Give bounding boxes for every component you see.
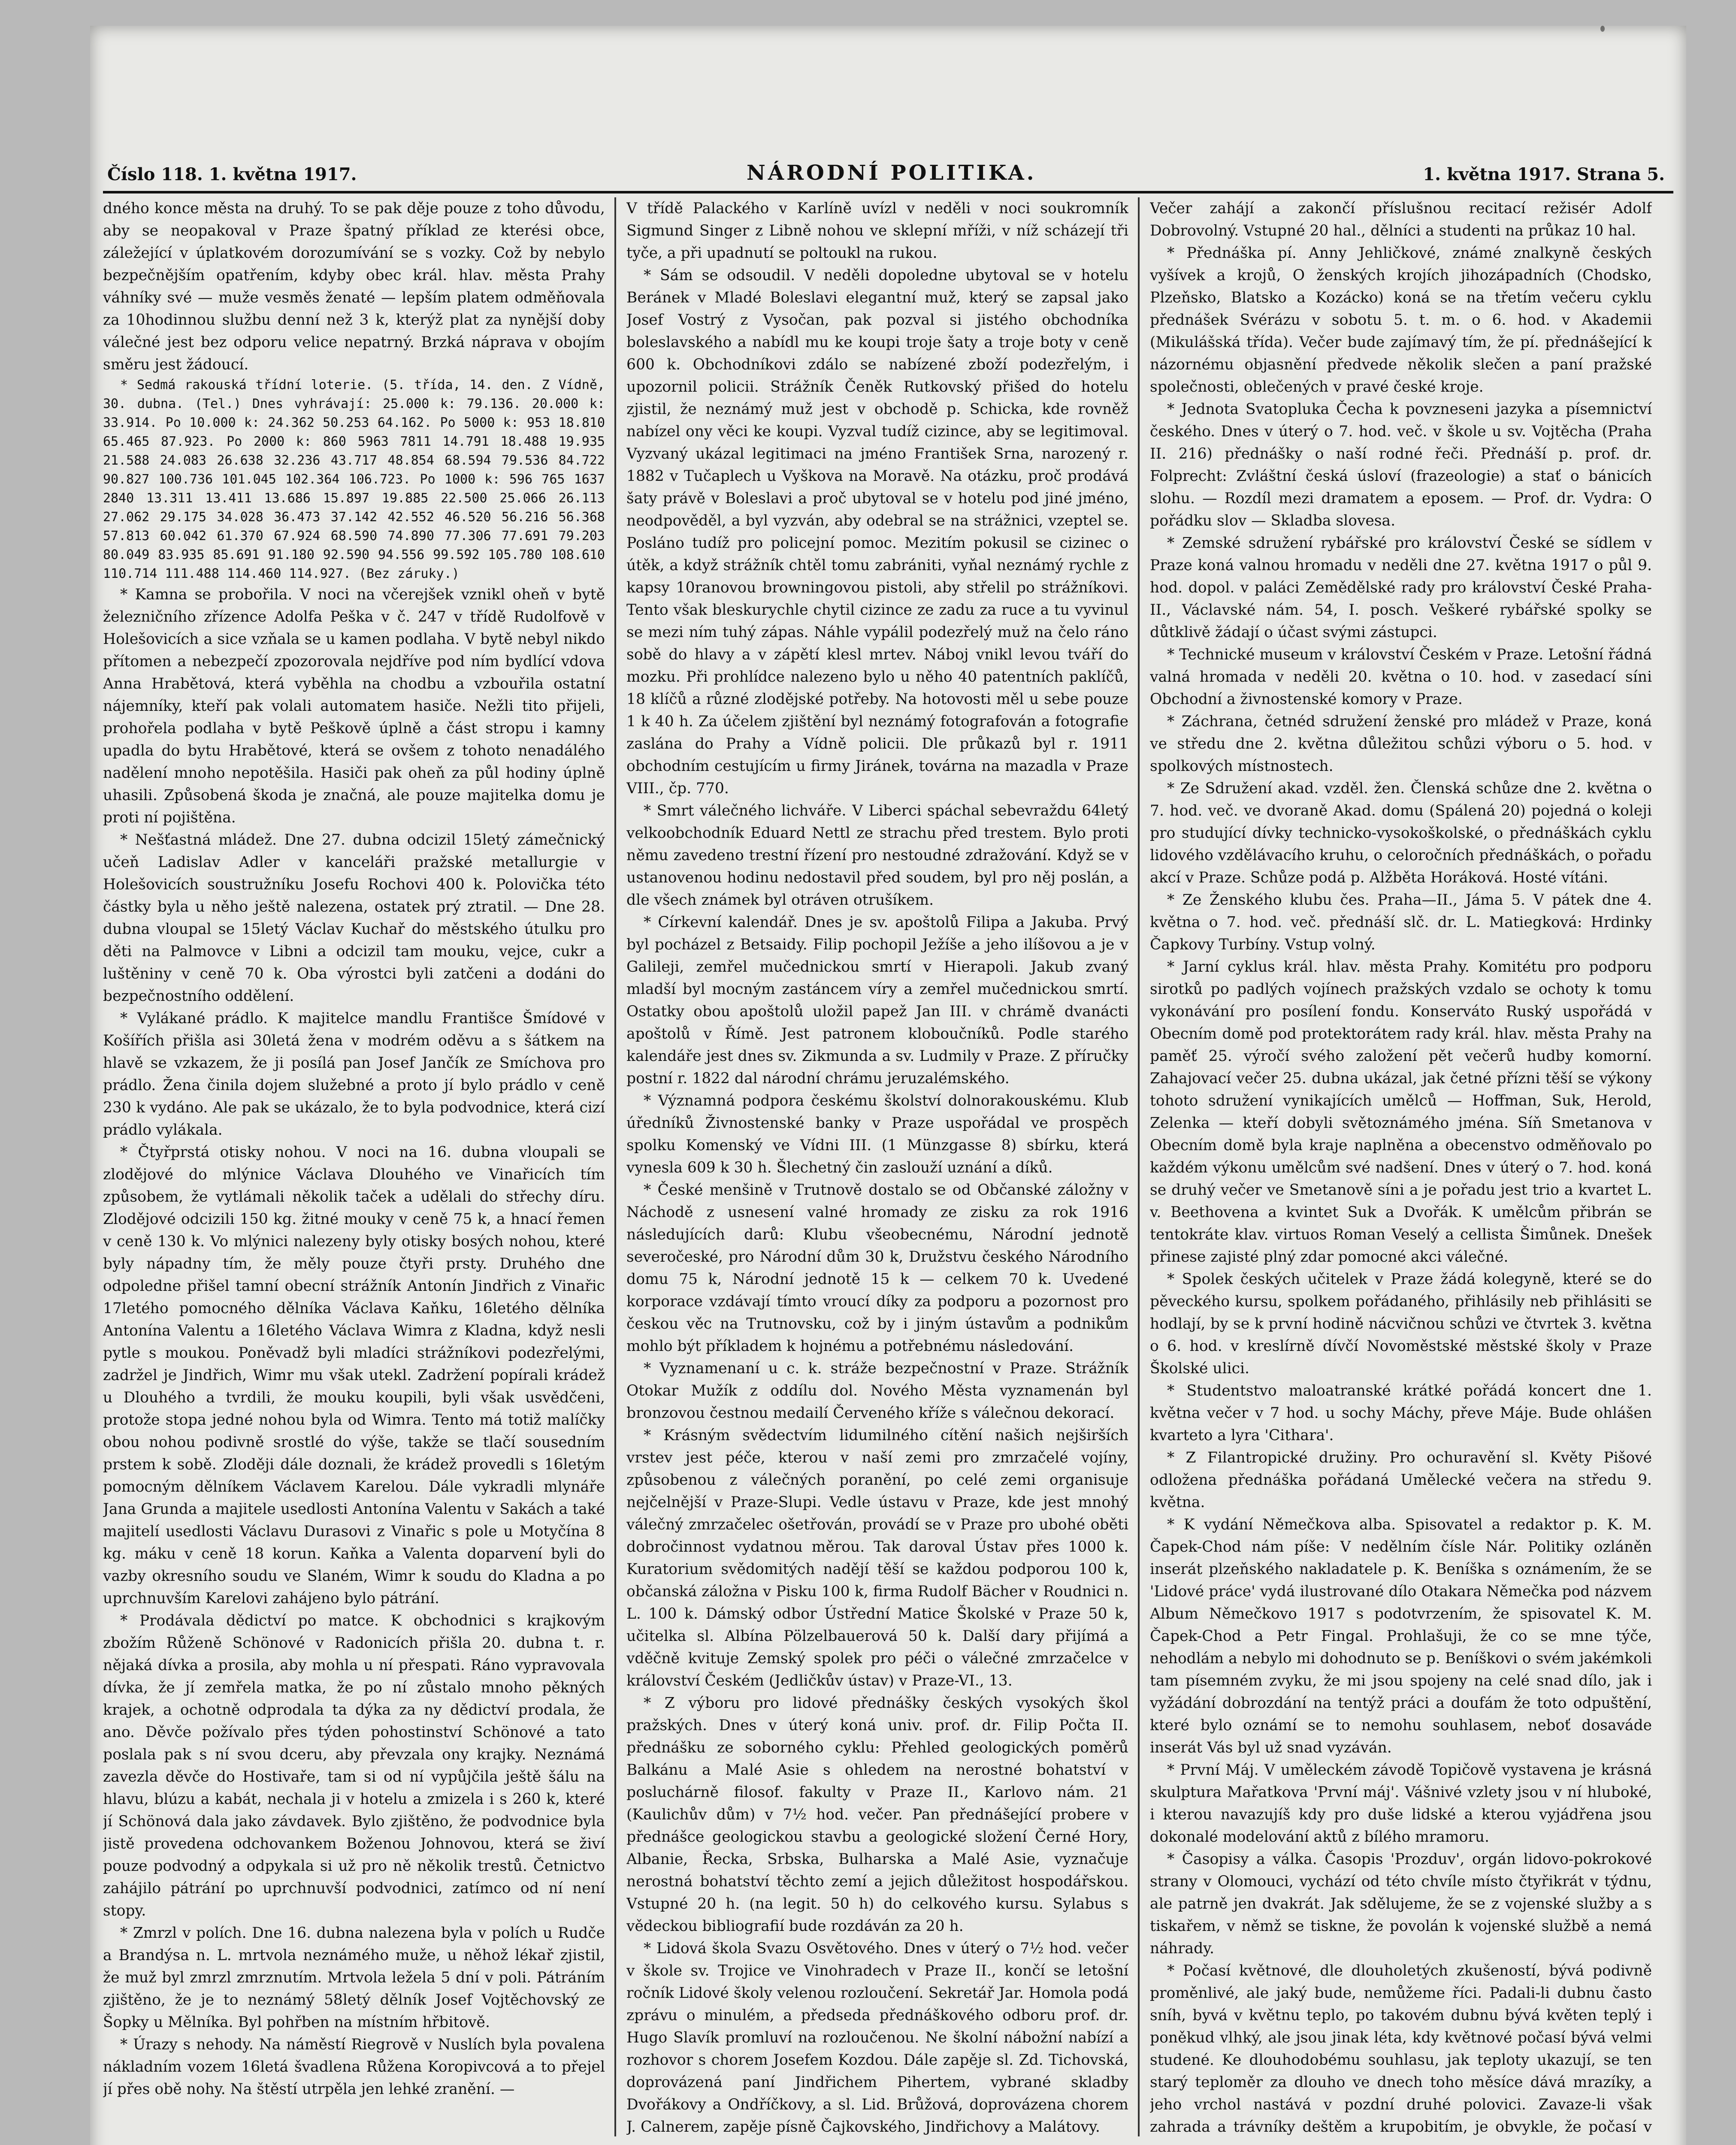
- masthead: [90, 161, 1686, 191]
- article-paragraph: * Zmrzl v polích. Dne 16. dubna nalezena byla v polích u Rudče a Brandýsa n. L. mrtvola neznámého muže, u něhož lékař zjistil, že muž byl zmrzl zmrznutím. Mrtvola ležela 5 dní v poli. Pátráním zjištěno, že je to neznámý 58letý dělník Josef Vojtěchovský ze Šopky u Mělníka. Byl pohřben na místním hřbitově.: [103, 1924, 605, 2031]
- article-paragraph: dného konce města na druhý. To se pak děje pouze z toho důvodu, aby se neopakoval v Praze špatný příklad ze kterési obce, záležející v úplatkovém dorozumívání se s vozky. Což by nebylo bezpečnějším opatřením, kdyby obec král. hlav. města Prahy váhníky své — muže vesměs ženaté — lepším platem odměňovala za 10hodinnou službu denní než 3 k, kterýž plat za nynější doby válečné jest bez odporu velice nepatrný. Brzká náprava v obojím směru jest žádoucí.: [103, 200, 605, 373]
- article-paragraph: V třídě Palackého v Karlíně uvízl v neděli v noci soukromník Sigmund Singer z Libně nohou ve sklepní mříži, v níž scházejí tři tyče, a při upadnutí se poltoukl na rukou.: [626, 200, 1128, 262]
- article-paragraph: * Vyznamenaní u c. k. stráže bezpečnostní v Praze. Strážník Otokar Mužík z oddílu dol. Nového Města vyznamenán byl bronzovou čestnou medailí Červeného kříže s válečnou dekorací.: [626, 1360, 1128, 1422]
- issue-date: Číslo 118. 1. května 1917.: [107, 164, 357, 184]
- article-paragraph: * Jarní cyklus král. hlav. města Prahy. Komitétu pro podporu sirotků po padlých vojínech pražských vzdalo se ochoty k tomu vykonávání pro posílení fondu. Konserváto Ruský uspořádá v Obecním domě pod protektorátem rady král. hlav. města Prahy na paměť 25. výročí svého založení pět večerů hudby komorní. Zahajovací večer 25. dubna ukázal, jak četné přízni těší se výkony tohoto sdružení vynikajících umělců — Hoffman, Suk, Herold, Zelenka — kteří dobyli světoznámého jména. Síň Smetanova v Obecním domě byla kraje naplněna a obecenstvo odměňovalo po každém výkonu umělcům své nadšení. Dnes v úterý o 7. hod. koná se druhý večer ve Smetanově síni a je pořadu jest trio a kvartet L. v. Beethovena a kvintet Suk a Dvořák. K umělcům přibrán se tentokráte klav. virtuos Roman Veselý a cellista Šimůnek. Dnešek přinese zajisté plný zdar pomocné akci válečné.: [1150, 958, 1652, 1266]
- column-1: [103, 197, 605, 2136]
- article-paragraph: * Spolek českých učitelek v Praze žádá kolegyně, které se do pěveckého kursu, spolkem pořádaného, přihlásily neb přihlásiti se hodlají, by se k první hodině nácvičnou schůzi ve čtvrtek 3. května o 6. hod. v kreslírně dívčí Novoměstské městské školy v Praze Školské ulici.: [1150, 1271, 1652, 1377]
- article-paragraph: * Jednota Svatopluka Čecha k povzneseni jazyka a písemnictví českého. Dnes v úterý o 7. hod. več. v škole u sv. Vojtěcha (Praha II. 216) přednášky o naší rodné řeči. Přednáší p. prof. dr. Folprecht: Zvláštní česká úsloví (frazeologie) a stať o bánicích slohu. — Rozdíl mezi dramatem a eposem. — Prof. dr. Vydra: O pořádku slov — Skladba slovesa.: [1150, 401, 1652, 529]
- article-paragraph: * Sedmá rakouská třídní loterie. (5. třída, 14. den. Z Vídně, 30. dubna. (Tel.) Dnes vyhrávají: 25.000 k: 79.136. 20.000 k: 33.914. Po 10.000 k: 24.362 50.253 64.162. Po 5000 k: 953 18.810 65.465 87.923. Po 2000 k: 860 5963 7811 14.791 18.488 19.935 21.588 24.083 26.638 32.236 43.717 48.854 68.594 79.536 84.722 90.827 100.736 101.045 102.364 106.723. Po 1000 k: 596 765 1637 2840 13.311 13.411 13.686 15.897 19.885 22.500 25.066 26.113 27.062 29.175 34.028 36.473 37.142 42.552 46.520 56.216 56.368 57.813 60.042 61.370 67.924 68.590 74.890 77.306 77.691 79.203 80.049 83.935 85.691 91.180 92.590 94.556 99.592 105.780 108.610 110.714 111.488 114.460 114.927. (Bez záruky.): [103, 378, 605, 581]
- article-paragraph: * Ze Ženského klubu čes. Praha—II., Jáma 5. V pátek dne 4. května o 7. hod. več. přednáší slč. dr. L. Matiegková: Hrdinky Čapkovy Turbíny. Vstup volný.: [1150, 891, 1652, 953]
- newspaper-page: [90, 26, 1686, 2145]
- article-paragraph: * Počasí květnové, dle dlouholetých zkušeností, bývá podivně proměnlivé, ale jaký bude, nemůžeme říci. Padali-li dubnu často sníh, byvá v květnu teplo, po takovém dubnu bývá květen teplý i poněkud vlhký, ale jsou jinak léta, kdy květnové počasí bývá velmi studené. Ke dlouhodobému souhlasu, jak teploty ukazují, se ten starý teploměr za dlouho ve dnech toho měsíce dává mrazíky, a jeho vrchol nastává v pozdní druhé polovici. Zavaze-li však zahrada a trávníky deštěm a krupobitím, je obvykle, že počasí v: [1150, 1962, 1652, 2136]
- article-paragraph: * Významná podpora českému školství dolnorakouskému. Klub úředníků Živnostenské banky v Praze uspořádal ve prospěch spolku Komenský ve Vídni III. (1 Münzgasse 8) sbírku, která vynesla 609 k 30 h. Šlechetný čin zaslouží uznání a díků.: [626, 1092, 1128, 1176]
- header-rule: [103, 191, 1673, 193]
- article-paragraph: * Čtyřprstá otisky nohou. V noci na 16. dubna vloupali se zlodějové do mlýnice Václava Dlouhého ve Vinařicích tím způsobem, že vytlámali několik taček a udělali do střechy díru. Zlodějové odcizili 150 kg. žitné mouky v ceně 75 k, a hnací řemen v ceně 130 k. Vo mlýnici nalezeny byly otisky bosých nohou, které byly nápadny tím, že měly pouze čtyři prsty. Druhého dne odpoledne přišel tamní obecní strážník Antonín Jindřich z Vinařic 17letého pomocného dělníka Václava Kaňku, 16letého dělníka Antonína Valentu a 16letého Václava Wimra z Kladna, když nesli pytle s moukou. Poněvadž byli mladíci strážníkovi podezřelými, zadržel je Jindřich, Wimr mu však utekl. Zadržení popírali krádež u Dlouhého a tvrdili, že mouku koupili, byli však usvědčeni, protože stopa jedné nohou byla od Wimra. Tento má totiž malíčky obou nohou podivně srostlé do výše, takže se tlačí sousedním prstem k sobě. Zloději dále doznali, že krádež provedli s 16letým pomocným dělníkem Václavem Karelou. Dále vykradli mlynáře Jana Grunda a majitele usedlosti Antonína Valentu v Sakách a také majitelí usedlosti Václavu Durasovi z Vinařic s pole u Motyčína 8 kg. máku v ceně 18 korun. Kaňka a Valenta doparvení byli do vazby okresního soudu ve Slaném, Wimr k soudu do Kladna a po uprchnuvším Karelovi zahájeno bylo pátrání.: [103, 1144, 605, 1607]
- print-speck: [1600, 26, 1605, 32]
- article-paragraph: * První Máj. V uměleckém závodě Topičově vystavena je krásná skulptura Mařatkova 'První máj'. Vášnivé vzlety jsou v ní hluboké, i kterou navazujíš kdy pro duše lidské a kterou vyjádřena jsou dokonalé modelování aktů z bílého mramoru.: [1150, 1761, 1652, 1846]
- article-paragraph: * Časopisy a válka. Časopis 'Prozduv', orgán lidovo-pokrokové strany v Olomouci, vychází od této chvíle místo čtyřikrát v týdnu, ale patrně jen dvakrát. Jak sdělujeme, že se z vojenské služby a s tiskařem, v němž se tiskne, že povolán k vojenské službě a nemá náhrady.: [1150, 1851, 1652, 1957]
- page-number: 1. května 1917. Strana 5.: [1423, 164, 1665, 184]
- article-paragraph: * Smrt válečného lichváře. V Liberci spáchal sebevraždu 64letý velkoobchodník Eduard Nettl ze strachu před trestem. Bylo proti němu zavedeno trestní řízení pro nestoudné zdražování. Když se v ustanovenou hodinu nedostavil před soudem, byl pro něj poslán, a dle všech známek byl otráven otrušíkem.: [626, 802, 1128, 909]
- column-divider: [1138, 197, 1140, 2136]
- article-paragraph: * Lidová škola Svazu Osvětového. Dnes v úterý o 7½ hod. večer v škole sv. Trojice ve Vinohradech v Praze II., končí se letošní ročník Lidové školy velenou rozloučení. Sekretář Jar. Homola podá zprávu o minulém, a předseda přednáškového odboru prof. dr. Hugo Slavík promluví na rozloučenou. Ne školní nábožní nabízí a rozhovor s chorem Josefem Kozdou. Dále zapěje sl. Zd. Tichovská, doprovázená paní Jindřichem Pihertem, vybrané skladby Dvořákovy a Ondříčkovy, a sl. Lid. Brůžová, doprovázena chorem J. Calnerem, zapěje písně Čajkovského, Jindřichovy a Malátovy.: [626, 1940, 1128, 2136]
- article-paragraph: * Záchrana, četnéd sdružení ženské pro mládež v Praze, koná ve středu dne 2. května důležitou schůzi výboru o 5. hod. v spolkových místnostech.: [1150, 713, 1652, 775]
- article-paragraph: * Úrazy s nehody. Na náměstí Riegrově v Nuslích byla povalena nákladním vozem 16letá švadlena Růžena Koropivcová a to přejel jí přes obě nohy. Na štěstí utrpěla jen lehké zranění. —: [103, 2036, 605, 2098]
- article-paragraph: * Sám se odsoudil. V neděli dopoledne ubytoval se v hotelu Beránek v Mladé Boleslavi elegantní muž, který se zapsal jako Josef Vostrý z Vysočan, pak pozval si jistého obchodníka boleslavského a nabídl mu ke koupi troje šaty a troje boty v ceně 600 k. Obchodníkovi zdálo se nabízené zboží podezřelým, i upozornil policii. Strážník Čeněk Rutkovský přišed do hotelu zjistil, že neznámý muž jest v obchodě p. Schicka, kde rovněž nabízel ony věci ke koupi. Vyzval tudíž cizince, aby se legitimoval. Vyzvaný ukázal legitimaci na jméno František Srna, narozený r. 1882 v Tučaplech u Vyškova na Moravě. Na otázku, proč prodává šaty právě v Boleslavi a proč ubytoval se v hotelu pod jiné jméno, neodpověděl, a byl vyzván, aby odebral se na strážnici, vzeptel se. Posláno tudíž pro policejní pomoc. Mezitím pokusil se cizinec o útěk, a když strážník chtěl tomu zabrániti, vyňal neznámý rychle z kapsy 10ranovou browningovou pistoli, aby střelil po strážníkovi. Tento však bleskurychle chytil cizince ze zadu za ruce a tu vyvinul se mezi ním tuhý zápas. Náhle vypálil podezřelý muž na čelo ráno sobě do hlavy a v zápětí klesl mrtev. Náboj vnikl levou tváří do mozku. Při prohlídce nalezeno bylo u něho 40 patentních paklíčů, 18 klíčů a různé zlodějské potřeby. Na hotovosti měl u sebe pouze 1 k 40 h. Za účelem zjištění byl neznámý fotografován a fotografie zaslána do Prahy a Vídně policii. Dle průkazů byl r. 1911 obchodním cestujícím u firmy Jiránek, továrna na mazadla v Praze VIII., čp. 770.: [626, 267, 1128, 797]
- article-paragraph: * Prodávala dědictví po matce. K obchodnici s krajkovým zbožím Růženě Schönové v Radonicích přišla 20. dubna t. r. nějaká dívka a prosila, aby mohla u ní přespati. Ráno vypravovala dívka, že jí zemřela matka, že po ní zůstalo mnoho pěkných krajek, a ochotně odprodala ta dýka za ny dědictví prodala, že ano. Děvče požívalo přes týden pohostinství Schönové a tato poslala pak s ní svou dceru, aby převzala ony krajky. Neznámá zavezla děvče do Hostivaře, tam si od ní vypůjčila ještě šálu na hlavu, blúzu a kabát, nechala ji v hotelu a zmizela i s 260 k, které jí Schönová dala jako závdavek. Bylo zjištěno, že podvodnice byla jistě provedena odchovankem Boženou Johnovou, která se živí pouze podvodný a odpykala si už pro ně několik trestů. Četnictvo zahájilo pátrání po uprchnuvší podvodnici, zatímco od ní není stopy.: [103, 1612, 605, 1919]
- column-2: [626, 197, 1128, 2136]
- article-paragraph: * Z výboru pro lidové přednášky českých vysokých škol pražských. Dnes v úterý koná univ. prof. dr. Filip Počta II. přednášku ze soborného cyklu: Přehled geologických poměrů Balkánu a Malé Asie s ohledem na nerostné bohatství v posluchárně filosof. fakulty v Praze II., Karlovo nám. 21 (Kaulichův dům) v 7½ hod. večer. Pan přednášející probere v přednášce geologickou stavbu a geologické složení Černé Hory, Albanie, Řecka, Srbska, Bulharska a Malé Asie, vyznačuje nerostná bohatství těchto zemí a jejich důležitost hospodářskou. Vstupné 20 h. (na legit. 50 h) do celkového kursu. Sylabus s vědeckou bibliografií bude rozdáván za 20 h.: [626, 1695, 1128, 1935]
- article-paragraph: Večer zahájí a zakončí příslušnou recitací režisér Adolf Dobrovolný. Vstupné 20 hal., dělníci a studenti na průkaz 10 hal.: [1150, 200, 1652, 239]
- column-3: [1150, 197, 1652, 2136]
- article-paragraph: * Zemské sdružení rybářské pro království České se sídlem v Praze koná valnou hromadu v neděli dne 27. května 1917 o půl 9. hod. dopol. v paláci Zemědělské rady pro království České Praha-II., Václavské nám. 54, I. posch. Veškeré rybářské spolky se důtklivě žádají o účast svými zástupci.: [1150, 535, 1652, 641]
- article-paragraph: * Ze Sdružení akad. vzděl. žen. Členská schůze dne 2. května o 7. hod. več. ve dvoraně Akad. domu (Spálená 20) pojedná o koleji pro studující dívky technicko-vysokoškolské, o přednáškách cyklu lidového vzdělávacího kruhu, o celoročních přednáškách, o pořadu akcí v Praze. Schůze podá p. Alžběta Horáková. Hosté vítáni.: [1150, 780, 1652, 886]
- article-paragraph: * České menšině v Trutnově dostalo se od Občanské záložny v Náchodě z usnesení valné hromady ze zisku za rok 1916 následujících darů: Klubu všeobecnému, Národní jednotě severočeské, pro Národní dům 30 k, Družstvu českého Národního domu 75 k, Národní jednotě 15 k — celkem 70 k. Uvedené korporace vzdávají tímto vroucí díky za podporu a pozornost pro českou věc na Trutnovsku, což by i jiným ústavům a podnikům mohlo být příkladem k hojnému a potřebnému následování.: [626, 1181, 1128, 1355]
- article-paragraph: * Nešťastná mládež. Dne 27. dubna odcizil 15letý zámečnický učeň Ladislav Adler v kanceláři pražské metallurgie v Holešovicích soustružníku Josefu Rochovi 400 k. Polovička této částky byla u něho ještě nalezena, ostatek prý ztratil. — Dne 28. dubna vloupal se 15letý Václav Kuchař do městského útulku pro děti na Palmovce v Libni a odcizil tam mouku, vejce, cukr a luštěniny v ceně 70 k. Oba výrostci byli zatčeni a dodáni do bezpečnostního oddělení.: [103, 831, 605, 1005]
- article-paragraph: * Technické museum v království Českém v Praze. Letošní řádná valná hromada v neděli 20. května o 10. hod. v zasedací síni Obchodní a živnostenské komory v Praze.: [1150, 646, 1652, 708]
- article-paragraph: * Studentstvo maloatranské krátké pořádá koncert dne 1. května večer v 7 hod. u sochy Máchy, převe Máje. Bude ohlášen kvarteto a lyra 'Cithara'.: [1150, 1382, 1652, 1444]
- article-paragraph: * Přednáška pí. Anny Jehličkové, známé znalkyně českých vyšívek a krojů, O ženských krojích jihozápadních (Chodsko, Plzeňsko, Blatsko a Kozácko) koná se na třetím večeru cyklu přednášek Svérázu v sobotu 5. t. m. o 6. hod. v Akademii (Mikulášská třída). Večer bude zajímavý tím, že pí. přednášející k názornému objasnění předvede několik slečen a paní pražské společnosti, oblečených v pravé české kroje.: [1150, 245, 1652, 396]
- article-paragraph: * Krásným svědectvím lidumilného cítění našich nejširších vrstev jest péče, kterou v naší zemi pro zmrzačelé vojíny, způsobenou z válečných poranění, po celé zemi organisuje nejčelnější v Praze-Slupi. Vedle ústavu v Praze, kde jest mnohý válečný zmrzačelec ošetřován, provádí se v Praze pro ubohé oběti dobročinnost vydatnou měrou. Tak daroval Ústav přes 1000 k. Kuratorium svědomitých nadějí těší se každou podporou 100 k, občanská záložna v Pisku 100 k, firma Rudolf Bächer v Roudnici n. L. 100 k. Dámský odbor Ústřední Matice Školské v Praze 50 k, učitelka sl. Albína Pölzelbauerová 50 k. Další dary přijímá a vděčně kvituje Zemský spolek pro péči o válečné zmrzačelce v království Českém (Jedličkův ústav) v Praze-VI., 13.: [626, 1427, 1128, 1689]
- article-paragraph: * Církevní kalendář. Dnes je sv. apoštolů Filipa a Jakuba. Prvý byl pocházel z Betsaidy. Filip pochopil Ježíše a jeho ilíšovou a je v Galileji, zemřel mučednickou smrtí v Hierapoli. Jakub zvaný mladší byl mocným zastáncem víry a zemřel mučednickou smrtí. Ostatky obou apoštolů uložil papež Jan III. v chrámě dvanácti apoštolů v Římě. Jest patronem kloboučníků. Podle starého kalendáře jest dnes sv. Zikmunda a sv. Ludmily v Praze. Z příručky postní r. 1822 dal národní chrámu jeruzalémského.: [626, 914, 1128, 1087]
- column-divider: [614, 197, 616, 2136]
- article-paragraph: * Vylákané prádlo. K majitelce mandlu Františce Šmídové v Košířích přišla asi 30letá žena v modrém oděvu a s šátkem na hlavě se vzkazem, že ji posílá pan Josef Jančík ze Smíchova pro prádlo. Žena činila dojem služebné a proto jí bylo prádlo v ceně 230 k vydáno. Ale pak se ukázalo, že to byla podvodnice, která cizí prádlo vylákala.: [103, 1010, 605, 1139]
- newspaper-title: NÁRODNÍ POLITIKA.: [747, 161, 1037, 185]
- article-paragraph: * K vydání Němečkova alba. Spisovatel a redaktor p. K. M. Čapek-Chod nám píše: V nedělním čísle Nár. Politiky ozláněn inserát plzeňského nakladatele p. K. Beníška s oznámením, že se 'Lidové práce' vydá ilustrované dílo Otakara Němečka pod názvem Album Němečkovo 1917 s podotvrzením, že spisovatel K. M. Čapek-Chod a Petr Fingal. Prohlašuji, že co se mne týče, nehodlám a nebylo mi dohodnuto se p. Beníškovi o svém jakémkoli tam písemném zvyku, že mi jsou spojeny na celé snad dílo, jak i vyžádání dobrozdání na tentýž práci a doufám že toto odpuštění, které bylo oznámí se to nemohu souhlasem, neboť dosaváde inserát Vás byl už snad vyzáván.: [1150, 1516, 1652, 1756]
- article-paragraph: * Z Filantropické družiny. Pro ochuravění sl. Květy Pišové odložena přednáška pořádaná Umělecké večera na středu 9. května.: [1150, 1449, 1652, 1511]
- article-paragraph: * Kamna se probořila. V noci na včerejšek vznikl oheň v bytě železničního zřízence Adolfa Peška v č. 247 v třídě Rudolfově v Holešovicích a sice vzňala se u kamen podlaha. V bytě nebyl nikdo přítomen a nebezpečí zpozorovala nejdříve pod ním bydlící vdova Anna Hrabětová, která vyběhla na chodbu a vzbouřila ostatní nájemníky, kteří pak volali automatem hasiče. Nežli tito přijeli, prohořela podlaha v bytě Peškově úplně a část stropu i kamny upadla do bytu Hrabětové, která se ovšem z tohoto nenadálého nadělení mnoho nepotěšila. Hasiči pak oheň za půl hodiny úplně uhasili. Způsobená škoda je značná, ale pouze majitelka domu je proti ní pojištěna.: [103, 586, 605, 826]
